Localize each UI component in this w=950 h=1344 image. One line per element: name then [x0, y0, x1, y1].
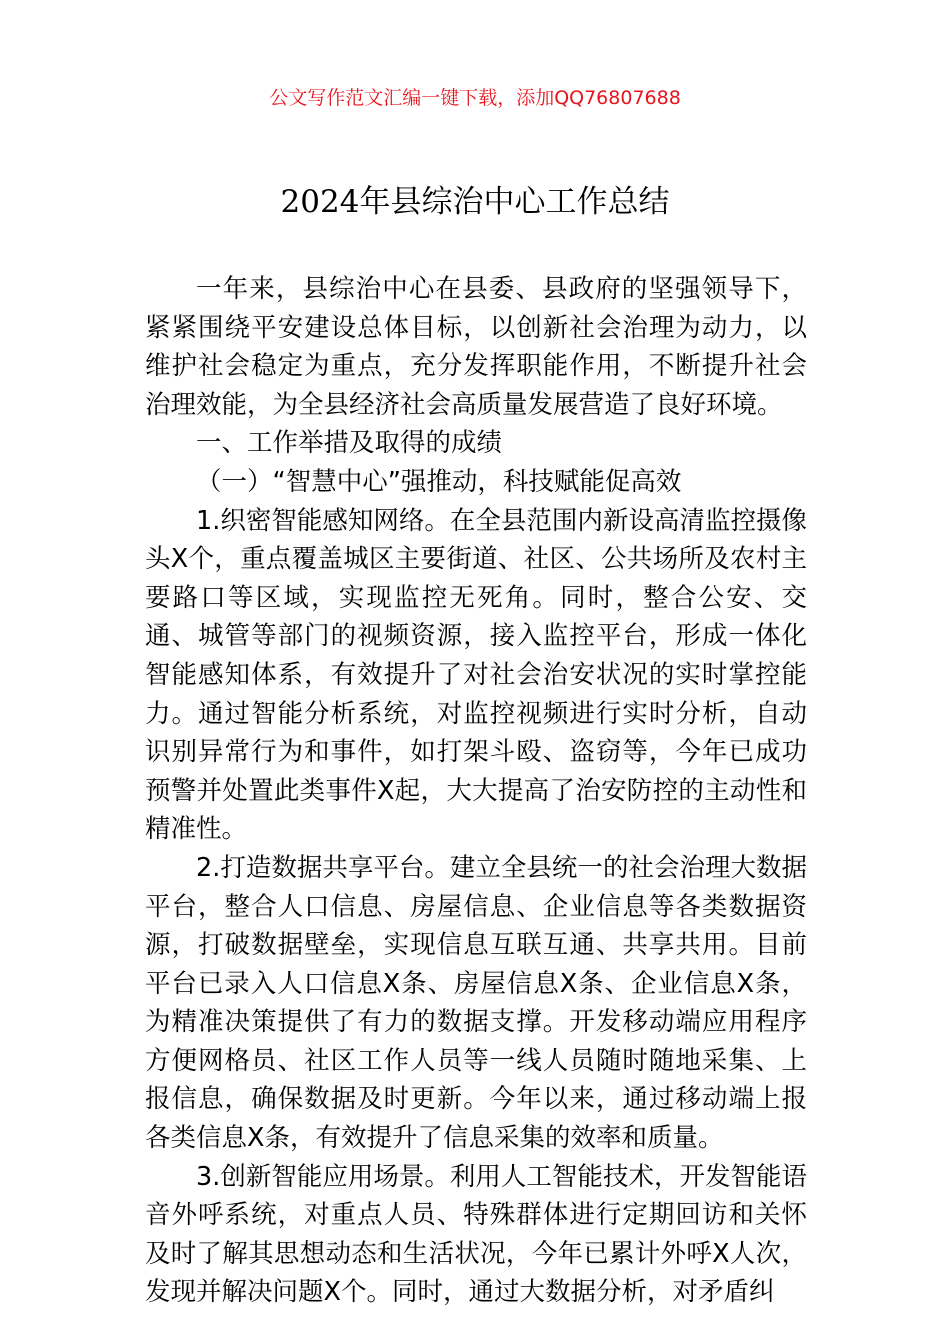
body-paragraph: 1.织密智能感知网络。在全县范围内新设高清监控摄像头X个，重点覆盖城区主要街道、社区、公共场所及农村主要路口等区域，实现监控无死角。同时，整合公安、交通、城管等部门的视频资源，接入监控平台，形成一体化智能感知体系，有效提升了对社会治安状况的实时掌控能力。通过智能分析系统，对监控视频进行实时分析，自动识别异常行为和事件，如打架斗殴、盗窃等，今年已成功预警并处置此类事件X起，大大提高了治安防控的主动性和精准性。 — [145, 505, 807, 845]
body-paragraph: 2.打造数据共享平台。建立全县统一的社会治理大数据平台，整合人口信息、房屋信息、企业信息等各类数据资源，打破数据壁垒，实现信息互联互通、共享共用。目前平台已录入人口信息X条、房屋信息X条、企业信息X条，为精准决策提供了有力的数据支撑。开发移动端应用程序方便网格员、社区工作人员等一线人员随时随地采集、上报信息，确保数据及时更新。今年以来，通过移动端上报各类信息X条，有效提升了信息采集的效率和质量。 — [145, 852, 807, 1154]
promo-banner: 公文写作范文汇编一键下载，添加QQ76807688 — [269, 87, 681, 109]
section-heading: 一、工作举措及取得的成绩 — [196, 428, 503, 459]
subsection-heading: （一）“智慧中心”强推动，科技赋能促高效 — [196, 466, 682, 497]
document-body — [145, 270, 807, 1312]
body-paragraph: 3.创新智能应用场景。利用人工智能技术，开发智能语音外呼系统，对重点人员、特殊群体进行定期回访和关怀及时了解其思想动态和生活状况，今年已累计外呼X人次，发现并解决问题X个。同时，通过大数据分析，对矛盾纠 — [145, 1161, 807, 1308]
document-title: 2024年县综治中心工作总结 — [280, 184, 670, 220]
intro-paragraph: 一年来，县综治中心在县委、县政府的坚强领导下，紧紧围绕平安建设总体目标，以创新社会治理为动力，以维护社会稳定为重点，充分发挥职能作用，不断提升社会治理效能，为全县经济社会高质量发展营造了良好环境。 — [145, 274, 807, 420]
